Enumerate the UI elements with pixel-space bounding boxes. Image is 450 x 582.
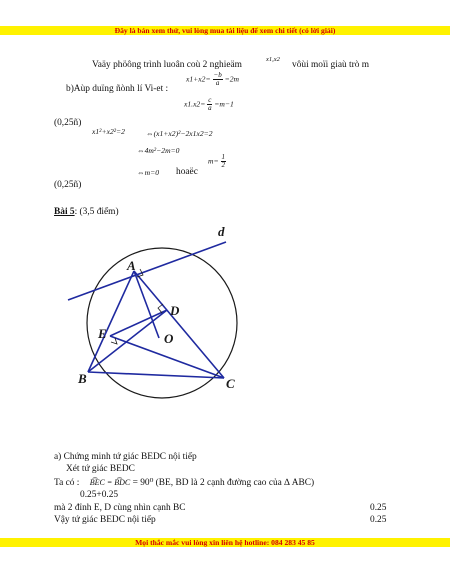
vieta-label: b)Aùp duïng ñònh lí Vi-et : [66,84,169,94]
label-d: d [218,224,225,239]
eq-mhalf-num: 1 [221,153,226,161]
bai5-title: Bài 5 [54,207,75,217]
eq-prod-right: =m−1 [214,99,234,109]
line1-text-b: vôùi moïi giaù trò m [292,60,370,70]
roots-vars: x1,x2 [266,56,280,63]
eq-4m: ⇔4m²−2m=0 [137,146,180,155]
eq-mhalf-den: 2 [221,161,226,169]
bai5-points: : (3,5 điểm) [74,207,119,217]
eq-m0: ⇔m=0 [137,168,159,177]
line1-text-a: Vaäy phöông trình luoân coù 2 nghieäm [92,60,242,70]
xet-line: Xét tứ giác BEDC [66,464,135,474]
eq-sum-num: −b [213,71,222,79]
score-1: (0,25ñ) [54,118,82,128]
header-banner: Đây là bản xem thử, vui lòng mua tài liệu để xem chi tiết (có lời giải) [0,26,450,35]
score-2: (0,25ñ) [54,180,82,190]
taco-line [54,477,314,488]
eq-sq-right: ⇔(x1+x2)²−2x1x2=2 [146,129,213,138]
eq-sum-right: =2m [224,74,240,84]
label-O: O [164,331,174,346]
eq-sq-left: x1²+x2²=2 [92,127,125,136]
eq-sum-den: a [215,79,220,87]
eq-sum-left: x1+x2= [186,74,211,84]
eq-mhalf-left: m= [208,156,219,166]
ma-line: mà 2 đỉnh E, D cùng nhìn cạnh BC [54,503,186,513]
label-D: D [170,303,180,318]
label-C: C [226,376,235,391]
eq-prod-den: a [208,104,212,112]
taco-rest: = 90⁰ (BE, BD là 2 cạnh đường cao của ∆ ABC) [132,478,315,488]
label-E: E [98,326,107,341]
tangent-line-d [68,242,226,300]
segment-AO [134,271,159,338]
taco-label: Ta có : [54,478,80,488]
score-line: 0.25+0.25 [80,490,119,500]
angle-equation: B͡EC = B͡DC [89,478,131,487]
vay-line: Vậy tứ giác BEDC nội tiếp [54,515,156,525]
vay-score: 0.25 [370,515,387,525]
eq-prod-left: x1.x2= [184,99,206,109]
hoac-word: hoaëc [176,167,198,177]
side-AB [88,271,134,372]
eq-prod-num: c [208,96,212,104]
label-A: A [127,258,136,273]
footer-banner: Mọi thắc mắc vui lòng xin liên hệ hotline: 084 283 45 85 [0,538,450,547]
label-B: B [78,371,87,386]
ma-score: 0.25 [370,503,387,513]
part-a-title: a) Chứng minh tứ giác BEDC nội tiếp [54,452,197,462]
altitude-BD [88,310,167,372]
